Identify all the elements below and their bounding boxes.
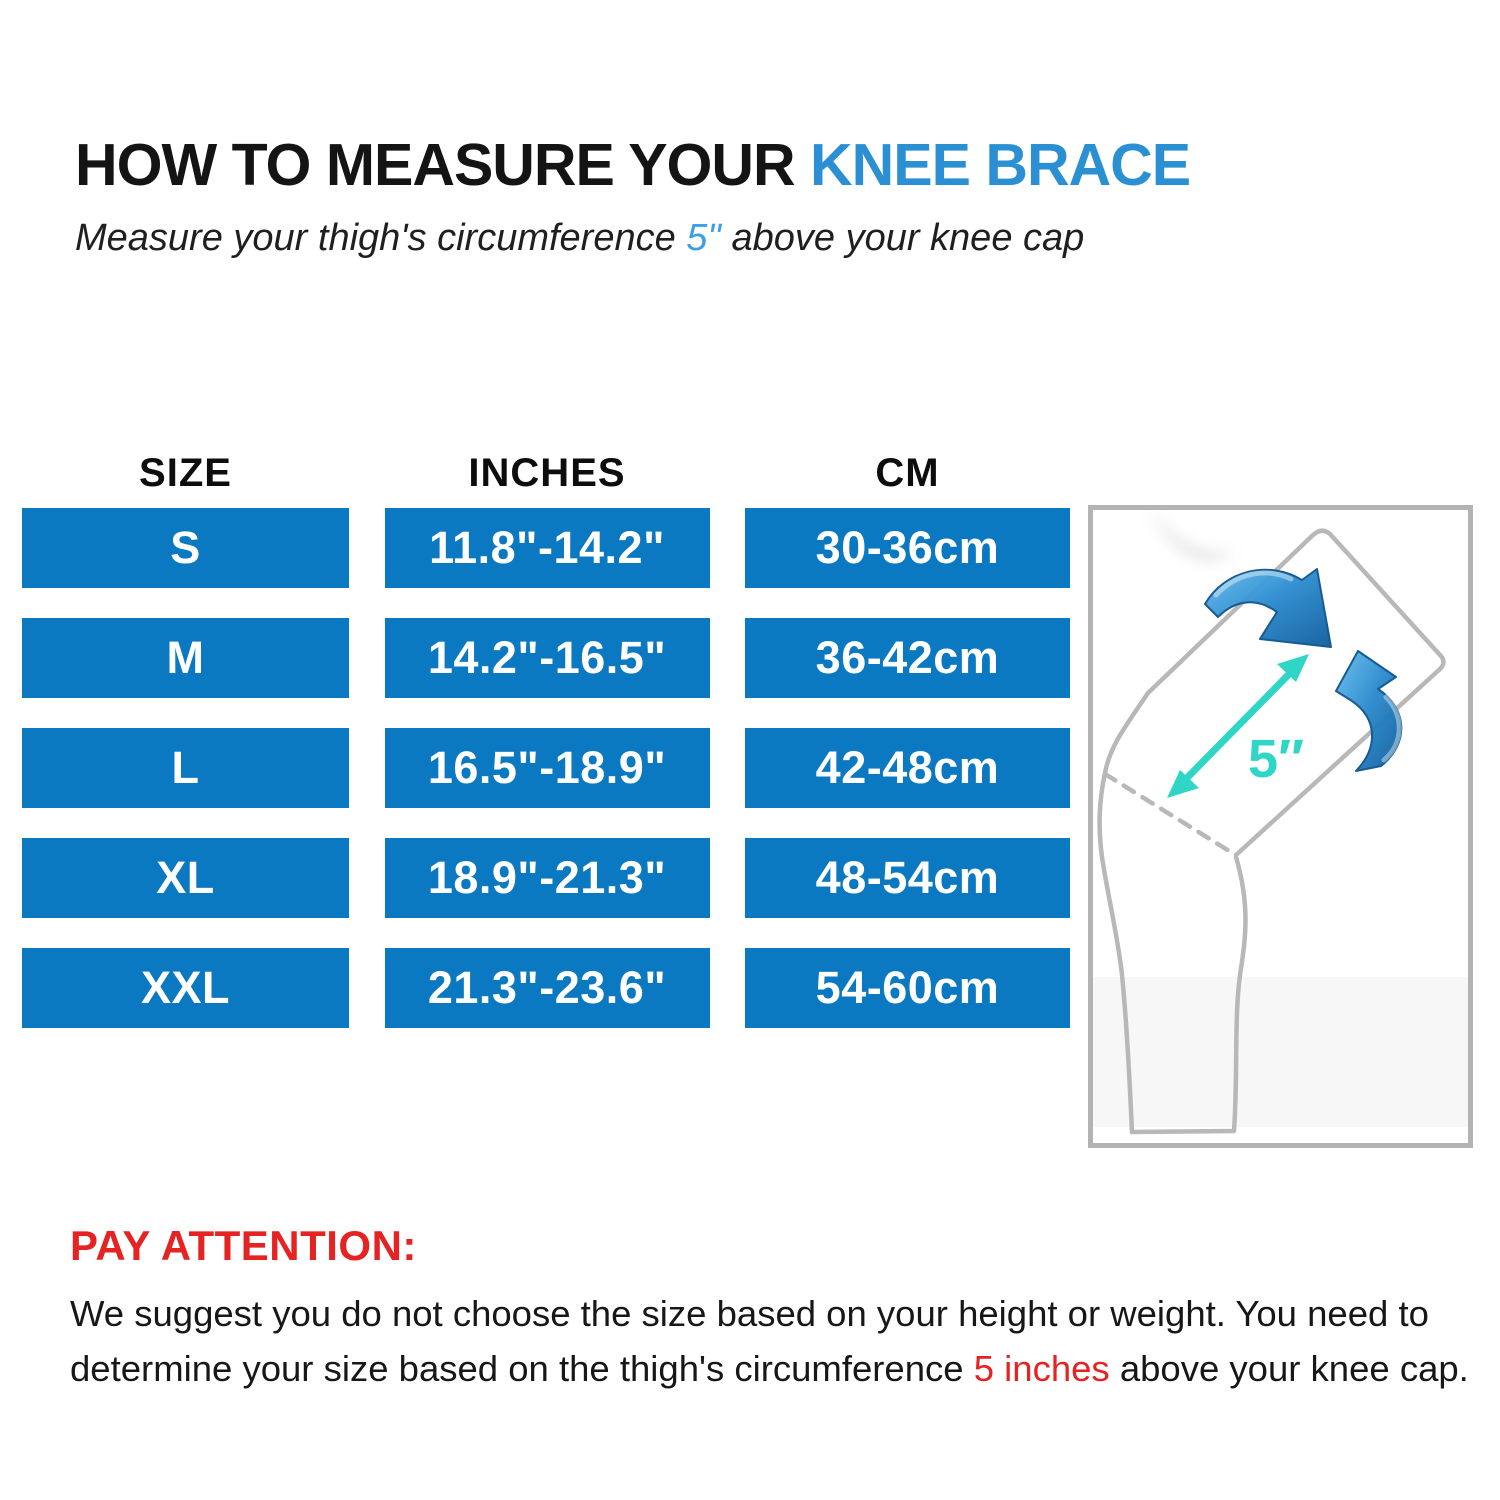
- cm-cell: 48-54cm: [745, 838, 1070, 918]
- subtitle-text: Measure your thigh's circumference: [75, 217, 687, 259]
- inches-cell: 16.5"-18.9": [385, 728, 710, 808]
- attention-line2-end: above your knee cap.: [1109, 1348, 1469, 1390]
- inches-cell: 21.3"-23.6": [385, 948, 710, 1028]
- size-cell: XXL: [22, 948, 349, 1028]
- attention-heading: PAY ATTENTION:: [70, 1222, 417, 1269]
- inches-cell: 18.9"-21.3": [385, 838, 710, 918]
- subtitle: [75, 216, 1084, 262]
- size-cell: S: [22, 508, 349, 588]
- measurement-label: 5″: [1248, 729, 1304, 789]
- column-header-cm: CM: [875, 451, 940, 495]
- cm-cell: 30-36cm: [745, 508, 1070, 588]
- cm-cell: 42-48cm: [745, 728, 1070, 808]
- knee-measurement-illustration: [1088, 505, 1473, 1150]
- attention-line2-highlight: 5 inches: [973, 1348, 1110, 1390]
- inches-cell: 11.8"-14.2": [385, 508, 710, 588]
- floor-shadow: [1093, 977, 1468, 1127]
- cm-cell: 54-60cm: [745, 948, 1070, 1028]
- attention-line1: We suggest you do not choose the size based on your height or weight. You need to: [70, 1293, 1429, 1335]
- table-row: [22, 838, 1070, 918]
- table-row: [22, 728, 1070, 808]
- table-row: [22, 948, 1070, 1028]
- attention-line2: [70, 1342, 1480, 1397]
- size-cell: M: [22, 618, 349, 698]
- attention-section: [70, 1222, 1480, 1397]
- size-cell: XL: [22, 838, 349, 918]
- column-header-size: SIZE: [139, 451, 232, 495]
- page-title-text: HOW TO MEASURE YOUR: [75, 132, 811, 198]
- inches-cell: 14.2"-16.5": [385, 618, 710, 698]
- subtitle-text-end: above your knee cap: [720, 217, 1085, 259]
- table-row: [22, 508, 1070, 588]
- table-row: [22, 618, 1070, 698]
- page-title: [75, 133, 1190, 198]
- subtitle-highlight: 5": [686, 217, 721, 259]
- size-cell: L: [22, 728, 349, 808]
- attention-paragraph: [70, 1287, 1480, 1397]
- column-header-inches: INCHES: [468, 451, 626, 495]
- table-header-row: [22, 450, 1070, 497]
- page-title-highlight: KNEE BRACE: [810, 132, 1191, 198]
- attention-line2-text: determine your size based on the thigh's circumference: [70, 1348, 974, 1390]
- size-chart-table: [22, 450, 1070, 1058]
- cm-cell: 36-42cm: [745, 618, 1070, 698]
